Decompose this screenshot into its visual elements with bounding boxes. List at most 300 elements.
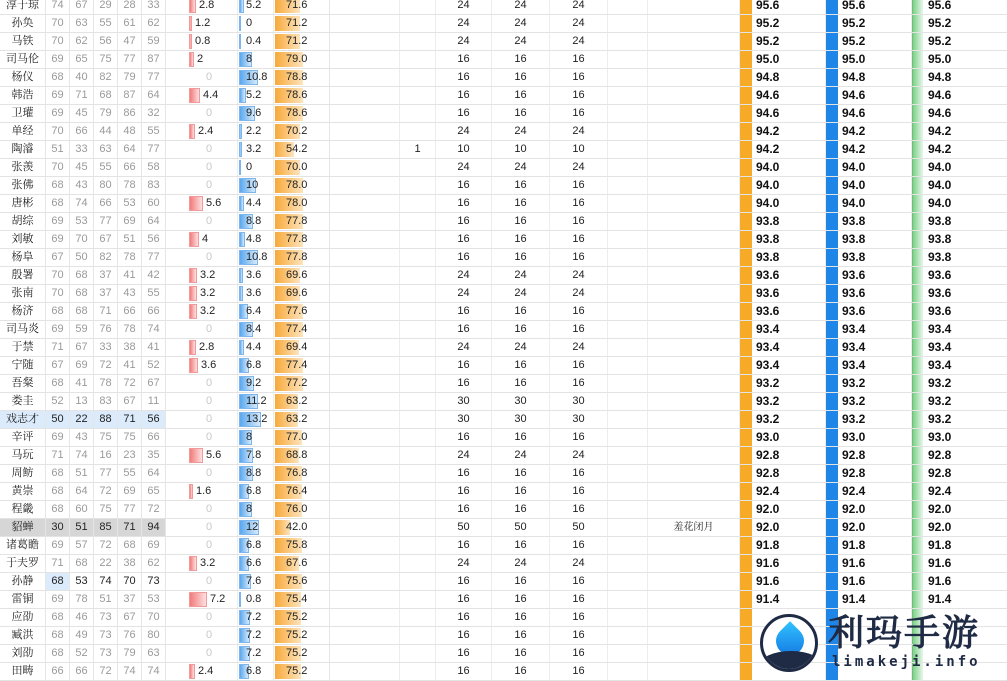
cell-name[interactable]: 戏志才 (0, 411, 46, 428)
cell-empty[interactable] (330, 357, 400, 374)
cell-x[interactable] (400, 483, 436, 500)
cell-name[interactable]: 陶濬 (0, 141, 46, 158)
cell-stat[interactable]: 70 (46, 285, 70, 302)
cell-orange-bar[interactable] (274, 177, 330, 194)
cell-red-bar[interactable] (188, 123, 238, 140)
table-row[interactable] (0, 51, 1007, 69)
cell-empty[interactable] (330, 231, 400, 248)
cell-x[interactable] (400, 357, 436, 374)
cell-empty[interactable] (608, 267, 648, 284)
cell-name[interactable]: 杨济 (0, 303, 46, 320)
cell-red-bar[interactable] (188, 591, 238, 608)
cell-b[interactable]: 24 (492, 0, 550, 14)
cell-score-orange[interactable] (740, 0, 826, 14)
cell-blue-bar[interactable] (238, 0, 274, 14)
table-row[interactable] (0, 69, 1007, 87)
cell-x[interactable] (400, 429, 436, 446)
cell-c[interactable]: 24 (550, 555, 608, 572)
cell-a[interactable]: 16 (436, 51, 492, 68)
cell-stat[interactable]: 45 (70, 105, 94, 122)
cell-c[interactable]: 16 (550, 429, 608, 446)
cell-name[interactable]: 单经 (0, 123, 46, 140)
cell-a[interactable]: 16 (436, 663, 492, 680)
cell-stat[interactable]: 74 (94, 573, 118, 590)
cell-x[interactable] (400, 69, 436, 86)
cell-x[interactable] (400, 321, 436, 338)
cell-stat[interactable]: 53 (118, 195, 142, 212)
cell-empty[interactable] (330, 267, 400, 284)
cell-score-blue[interactable] (826, 15, 912, 32)
cell-name[interactable]: 马铁 (0, 33, 46, 50)
cell-name[interactable]: 黄崇 (0, 483, 46, 500)
cell-score-blue[interactable] (826, 519, 912, 536)
cell-c[interactable]: 16 (550, 69, 608, 86)
cell-red-bar[interactable] (188, 15, 238, 32)
cell-stat[interactable]: 41 (118, 357, 142, 374)
cell-orange-bar[interactable] (274, 105, 330, 122)
cell-stat[interactable]: 77 (118, 51, 142, 68)
cell-blue-bar[interactable] (238, 159, 274, 176)
cell-blue-bar[interactable] (238, 393, 274, 410)
cell-score-orange[interactable] (740, 141, 826, 158)
cell-stat[interactable]: 73 (94, 609, 118, 626)
cell-stat[interactable]: 72 (94, 357, 118, 374)
cell-empty[interactable] (608, 33, 648, 50)
cell-stat[interactable]: 67 (70, 339, 94, 356)
cell-score-orange[interactable] (740, 393, 826, 410)
cell-stat[interactable]: 74 (142, 663, 166, 680)
cell-b[interactable]: 24 (492, 159, 550, 176)
cell-score-orange[interactable] (740, 483, 826, 500)
cell-score-orange[interactable] (740, 105, 826, 122)
cell-blue-bar[interactable] (238, 501, 274, 518)
cell-skill[interactable] (648, 555, 740, 572)
cell-blue-bar[interactable] (238, 375, 274, 392)
cell-c[interactable]: 16 (550, 573, 608, 590)
cell-stat[interactable]: 35 (142, 447, 166, 464)
cell-skill[interactable] (648, 609, 740, 626)
cell-stat[interactable]: 66 (142, 429, 166, 446)
cell-score-green[interactable] (912, 411, 1007, 428)
cell-name[interactable]: 辛评 (0, 429, 46, 446)
cell-x[interactable] (400, 249, 436, 266)
cell-name[interactable]: 宁随 (0, 357, 46, 374)
cell-c[interactable]: 16 (550, 591, 608, 608)
cell-skill[interactable] (648, 447, 740, 464)
cell-blue-bar[interactable] (238, 69, 274, 86)
cell-stat[interactable]: 67 (94, 231, 118, 248)
cell-a[interactable]: 30 (436, 411, 492, 428)
cell-stat[interactable]: 64 (118, 141, 142, 158)
cell-name[interactable]: 孙静 (0, 573, 46, 590)
cell-a[interactable]: 16 (436, 195, 492, 212)
cell-x[interactable] (400, 267, 436, 284)
cell-red-bar[interactable] (188, 609, 238, 626)
cell-stat[interactable]: 41 (118, 267, 142, 284)
cell-orange-bar[interactable] (274, 357, 330, 374)
cell-a[interactable]: 16 (436, 483, 492, 500)
cell-blue-bar[interactable] (238, 303, 274, 320)
cell-empty[interactable] (608, 537, 648, 554)
cell-score-green[interactable] (912, 537, 1007, 554)
cell-stat[interactable]: 45 (70, 159, 94, 176)
table-row[interactable] (0, 429, 1007, 447)
cell-orange-bar[interactable] (274, 249, 330, 266)
cell-score-orange[interactable] (740, 123, 826, 140)
cell-empty[interactable] (608, 105, 648, 122)
cell-empty[interactable] (608, 465, 648, 482)
cell-score-blue[interactable] (826, 69, 912, 86)
cell-orange-bar[interactable] (274, 303, 330, 320)
cell-stat[interactable]: 68 (46, 195, 70, 212)
cell-stat[interactable]: 80 (94, 177, 118, 194)
cell-c[interactable]: 24 (550, 0, 608, 14)
cell-blue-bar[interactable] (238, 231, 274, 248)
cell-red-bar[interactable] (188, 357, 238, 374)
cell-empty[interactable] (608, 357, 648, 374)
cell-stat[interactable]: 66 (70, 123, 94, 140)
cell-orange-bar[interactable] (274, 159, 330, 176)
cell-score-green[interactable] (912, 303, 1007, 320)
cell-stat[interactable]: 77 (142, 69, 166, 86)
cell-stat[interactable]: 51 (94, 591, 118, 608)
cell-b[interactable]: 24 (492, 15, 550, 32)
cell-b[interactable]: 16 (492, 537, 550, 554)
cell-skill[interactable] (648, 33, 740, 50)
cell-score-orange[interactable] (740, 33, 826, 50)
cell-skill[interactable] (648, 591, 740, 608)
cell-skill[interactable] (648, 15, 740, 32)
cell-stat[interactable]: 75 (94, 429, 118, 446)
cell-stat[interactable]: 68 (70, 285, 94, 302)
cell-c[interactable]: 24 (550, 339, 608, 356)
cell-stat[interactable]: 66 (46, 663, 70, 680)
cell-c[interactable]: 16 (550, 213, 608, 230)
cell-empty[interactable] (330, 645, 400, 662)
cell-c[interactable]: 16 (550, 249, 608, 266)
table-row[interactable] (0, 231, 1007, 249)
cell-stat[interactable]: 50 (70, 249, 94, 266)
cell-score-orange[interactable] (740, 519, 826, 536)
cell-x[interactable]: 1 (400, 141, 436, 158)
cell-stat[interactable]: 51 (70, 519, 94, 536)
cell-skill[interactable] (648, 69, 740, 86)
table-row[interactable] (0, 33, 1007, 51)
cell-empty[interactable] (330, 429, 400, 446)
cell-empty[interactable] (608, 393, 648, 410)
cell-stat[interactable]: 64 (142, 213, 166, 230)
cell-stat[interactable]: 37 (118, 591, 142, 608)
cell-stat[interactable]: 52 (46, 393, 70, 410)
cell-stat[interactable]: 80 (142, 627, 166, 644)
cell-a[interactable]: 16 (436, 609, 492, 626)
cell-stat[interactable]: 76 (94, 321, 118, 338)
cell-stat[interactable]: 53 (70, 213, 94, 230)
cell-blue-bar[interactable] (238, 267, 274, 284)
cell-empty[interactable] (608, 69, 648, 86)
cell-stat[interactable]: 78 (118, 177, 142, 194)
cell-a[interactable]: 16 (436, 357, 492, 374)
cell-stat[interactable]: 68 (70, 267, 94, 284)
cell-b[interactable]: 16 (492, 177, 550, 194)
cell-stat[interactable]: 64 (142, 465, 166, 482)
cell-score-orange[interactable] (740, 249, 826, 266)
cell-stat[interactable]: 40 (70, 69, 94, 86)
cell-orange-bar[interactable] (274, 231, 330, 248)
cell-a[interactable]: 24 (436, 447, 492, 464)
cell-score-orange[interactable] (740, 537, 826, 554)
cell-red-bar[interactable] (188, 195, 238, 212)
cell-x[interactable] (400, 213, 436, 230)
cell-empty[interactable] (608, 213, 648, 230)
cell-stat[interactable]: 74 (70, 195, 94, 212)
cell-score-blue[interactable] (826, 555, 912, 572)
cell-stat[interactable]: 77 (94, 465, 118, 482)
cell-name[interactable]: 杨仪 (0, 69, 46, 86)
cell-empty[interactable] (330, 87, 400, 104)
cell-score-green[interactable] (912, 141, 1007, 158)
cell-stat[interactable]: 37 (94, 285, 118, 302)
cell-a[interactable]: 10 (436, 141, 492, 158)
cell-stat[interactable]: 68 (46, 375, 70, 392)
cell-empty[interactable] (608, 141, 648, 158)
cell-stat[interactable]: 69 (142, 537, 166, 554)
cell-skill[interactable] (648, 105, 740, 122)
cell-c[interactable]: 16 (550, 231, 608, 248)
cell-score-blue[interactable] (826, 501, 912, 518)
cell-a[interactable]: 16 (436, 321, 492, 338)
cell-score-green[interactable] (912, 0, 1007, 14)
cell-skill[interactable] (648, 375, 740, 392)
cell-score-orange[interactable] (740, 429, 826, 446)
cell-a[interactable]: 24 (436, 33, 492, 50)
cell-stat[interactable]: 63 (142, 645, 166, 662)
cell-empty[interactable] (330, 321, 400, 338)
cell-stat[interactable]: 87 (142, 51, 166, 68)
table-row[interactable] (0, 411, 1007, 429)
cell-stat[interactable]: 74 (70, 447, 94, 464)
cell-stat[interactable]: 60 (142, 195, 166, 212)
cell-empty[interactable] (330, 501, 400, 518)
cell-score-green[interactable] (912, 231, 1007, 248)
cell-stat[interactable]: 72 (94, 537, 118, 554)
cell-stat[interactable]: 78 (94, 375, 118, 392)
cell-red-bar[interactable] (188, 285, 238, 302)
cell-stat[interactable]: 72 (142, 501, 166, 518)
cell-blue-bar[interactable] (238, 321, 274, 338)
cell-score-orange[interactable] (740, 357, 826, 374)
cell-stat[interactable]: 71 (46, 447, 70, 464)
cell-a[interactable]: 16 (436, 429, 492, 446)
cell-stat[interactable]: 85 (94, 519, 118, 536)
cell-a[interactable]: 16 (436, 231, 492, 248)
cell-skill[interactable]: 羞花闭月 (648, 519, 740, 536)
table-row[interactable] (0, 303, 1007, 321)
cell-b[interactable]: 16 (492, 195, 550, 212)
cell-score-blue[interactable] (826, 141, 912, 158)
cell-empty[interactable] (330, 537, 400, 554)
cell-c[interactable]: 16 (550, 627, 608, 644)
cell-score-blue[interactable] (826, 213, 912, 230)
cell-stat[interactable]: 46 (70, 609, 94, 626)
cell-score-blue[interactable] (826, 51, 912, 68)
cell-a[interactable]: 16 (436, 87, 492, 104)
cell-stat[interactable]: 66 (142, 303, 166, 320)
cell-score-blue[interactable] (826, 429, 912, 446)
cell-name[interactable]: 刘劭 (0, 645, 46, 662)
cell-b[interactable]: 16 (492, 213, 550, 230)
cell-orange-bar[interactable] (274, 429, 330, 446)
cell-score-blue[interactable] (826, 573, 912, 590)
cell-x[interactable] (400, 519, 436, 536)
cell-stat[interactable]: 51 (46, 141, 70, 158)
cell-stat[interactable]: 11 (142, 393, 166, 410)
cell-stat[interactable]: 67 (70, 0, 94, 14)
cell-orange-bar[interactable] (274, 645, 330, 662)
cell-stat[interactable]: 22 (70, 411, 94, 428)
cell-score-green[interactable] (912, 501, 1007, 518)
cell-orange-bar[interactable] (274, 321, 330, 338)
cell-empty[interactable] (608, 591, 648, 608)
cell-skill[interactable] (648, 51, 740, 68)
cell-empty[interactable] (330, 213, 400, 230)
cell-skill[interactable] (648, 123, 740, 140)
table-row[interactable] (0, 447, 1007, 465)
cell-stat[interactable]: 38 (118, 339, 142, 356)
cell-b[interactable]: 16 (492, 321, 550, 338)
cell-stat[interactable]: 69 (46, 537, 70, 554)
table-row[interactable] (0, 555, 1007, 573)
cell-skill[interactable] (648, 357, 740, 374)
cell-name[interactable]: 卫瓘 (0, 105, 46, 122)
cell-score-blue[interactable] (826, 447, 912, 464)
cell-a[interactable]: 16 (436, 303, 492, 320)
cell-stat[interactable]: 68 (46, 177, 70, 194)
cell-b[interactable]: 16 (492, 591, 550, 608)
cell-c[interactable]: 16 (550, 609, 608, 626)
cell-stat[interactable]: 53 (142, 591, 166, 608)
cell-blue-bar[interactable] (238, 195, 274, 212)
cell-empty[interactable] (330, 375, 400, 392)
cell-stat[interactable]: 63 (94, 141, 118, 158)
cell-stat[interactable]: 77 (118, 501, 142, 518)
cell-stat[interactable]: 43 (70, 429, 94, 446)
cell-blue-bar[interactable] (238, 555, 274, 572)
cell-b[interactable]: 16 (492, 465, 550, 482)
cell-blue-bar[interactable] (238, 465, 274, 482)
cell-b[interactable]: 16 (492, 105, 550, 122)
cell-stat[interactable]: 55 (118, 465, 142, 482)
cell-x[interactable] (400, 159, 436, 176)
cell-empty[interactable] (608, 375, 648, 392)
cell-orange-bar[interactable] (274, 447, 330, 464)
cell-empty[interactable] (330, 663, 400, 680)
cell-red-bar[interactable] (188, 0, 238, 14)
cell-empty[interactable] (330, 303, 400, 320)
cell-stat[interactable]: 55 (94, 159, 118, 176)
cell-score-green[interactable] (912, 123, 1007, 140)
cell-empty[interactable] (330, 159, 400, 176)
cell-name[interactable]: 胡综 (0, 213, 46, 230)
cell-b[interactable]: 16 (492, 627, 550, 644)
cell-stat[interactable]: 43 (118, 285, 142, 302)
cell-score-blue[interactable] (826, 249, 912, 266)
cell-c[interactable]: 24 (550, 33, 608, 50)
cell-score-orange[interactable] (740, 573, 826, 590)
cell-b[interactable]: 16 (492, 501, 550, 518)
cell-stat[interactable]: 47 (118, 33, 142, 50)
cell-x[interactable] (400, 231, 436, 248)
cell-name[interactable]: 孙奂 (0, 15, 46, 32)
cell-empty[interactable] (608, 627, 648, 644)
cell-empty[interactable] (608, 249, 648, 266)
cell-stat[interactable]: 59 (70, 321, 94, 338)
cell-x[interactable] (400, 339, 436, 356)
cell-empty[interactable] (330, 609, 400, 626)
cell-a[interactable]: 16 (436, 537, 492, 554)
cell-c[interactable]: 16 (550, 357, 608, 374)
cell-skill[interactable] (648, 537, 740, 554)
cell-empty[interactable] (608, 447, 648, 464)
cell-stat[interactable]: 44 (94, 123, 118, 140)
cell-red-bar[interactable] (188, 141, 238, 158)
cell-orange-bar[interactable] (274, 213, 330, 230)
cell-name[interactable]: 张羡 (0, 159, 46, 176)
cell-stat[interactable]: 77 (142, 141, 166, 158)
table-row[interactable] (0, 393, 1007, 411)
cell-x[interactable] (400, 375, 436, 392)
cell-x[interactable] (400, 555, 436, 572)
cell-score-orange[interactable] (740, 267, 826, 284)
cell-red-bar[interactable] (188, 429, 238, 446)
table-row[interactable] (0, 321, 1007, 339)
cell-empty[interactable] (330, 483, 400, 500)
cell-red-bar[interactable] (188, 537, 238, 554)
cell-empty[interactable] (330, 627, 400, 644)
cell-c[interactable]: 24 (550, 285, 608, 302)
cell-blue-bar[interactable] (238, 15, 274, 32)
cell-stat[interactable]: 33 (94, 339, 118, 356)
cell-score-orange[interactable] (740, 321, 826, 338)
cell-stat[interactable]: 79 (94, 105, 118, 122)
cell-stat[interactable]: 73 (142, 573, 166, 590)
cell-skill[interactable] (648, 429, 740, 446)
cell-empty[interactable] (608, 87, 648, 104)
cell-red-bar[interactable] (188, 249, 238, 266)
cell-name[interactable]: 司马炎 (0, 321, 46, 338)
cell-empty[interactable] (608, 609, 648, 626)
cell-name[interactable]: 马玩 (0, 447, 46, 464)
cell-empty[interactable] (330, 555, 400, 572)
cell-stat[interactable]: 70 (46, 267, 70, 284)
cell-red-bar[interactable] (188, 69, 238, 86)
cell-orange-bar[interactable] (274, 501, 330, 518)
cell-score-orange[interactable] (740, 285, 826, 302)
cell-orange-bar[interactable] (274, 285, 330, 302)
cell-skill[interactable] (648, 231, 740, 248)
cell-score-orange[interactable] (740, 447, 826, 464)
cell-blue-bar[interactable] (238, 105, 274, 122)
cell-empty[interactable] (608, 303, 648, 320)
cell-stat[interactable]: 68 (46, 69, 70, 86)
cell-x[interactable] (400, 591, 436, 608)
cell-name[interactable]: 田畴 (0, 663, 46, 680)
cell-x[interactable] (400, 627, 436, 644)
cell-score-green[interactable] (912, 69, 1007, 86)
cell-empty[interactable] (330, 195, 400, 212)
cell-stat[interactable]: 83 (142, 177, 166, 194)
cell-stat[interactable]: 32 (142, 105, 166, 122)
